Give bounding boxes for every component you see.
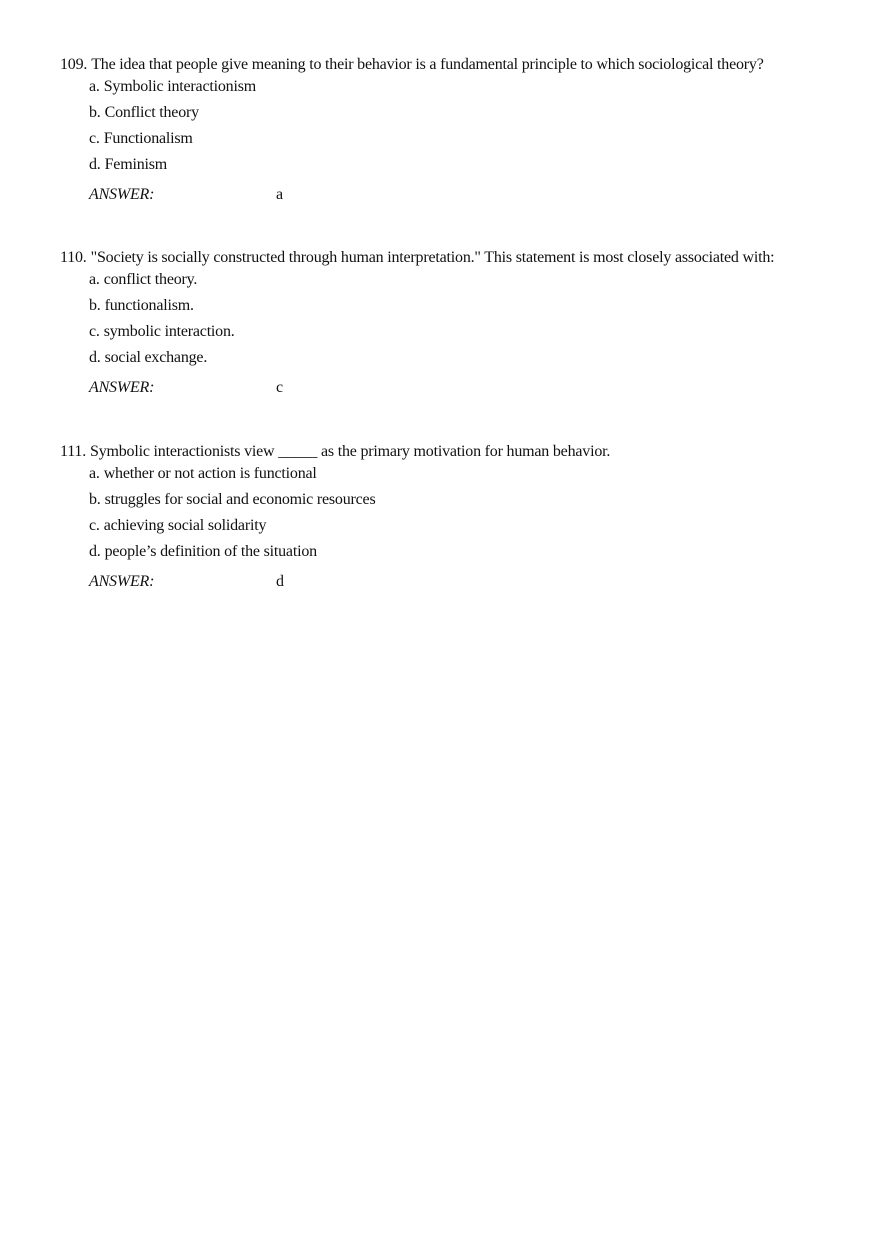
option-a [89, 463, 860, 489]
option-a [89, 269, 860, 295]
option-b [89, 489, 860, 515]
options-list [89, 76, 860, 180]
question-111 [60, 441, 860, 593]
option-b [89, 295, 860, 321]
question-stem [60, 441, 860, 463]
option-letter: c. [89, 517, 100, 534]
question-number: 110. [60, 249, 87, 266]
option-letter: b. [89, 104, 101, 121]
option-text: functionalism. [104, 297, 194, 314]
option-c [89, 128, 860, 154]
answer-value: c [276, 379, 283, 396]
option-text: achieving social solidarity [103, 517, 267, 534]
option-text: conflict theory. [103, 271, 198, 288]
options-list [89, 269, 860, 373]
option-c [89, 321, 860, 347]
question-stem [60, 54, 860, 76]
option-letter: d. [89, 156, 101, 173]
option-letter: b. [89, 297, 101, 314]
question-number: 109. [60, 56, 88, 73]
question-text: The idea that people give meaning to their behavior is a fundamental principle to which sociological theory? [91, 56, 764, 73]
question-text: "Society is socially constructed through human interpretation." This statement is most closely associated with: [90, 249, 775, 266]
option-letter: c. [89, 130, 100, 147]
option-text: people’s definition of the situation [104, 543, 317, 560]
option-text: Symbolic interactionism [103, 78, 256, 95]
question-text: Symbolic interactionists view _____ as the primary motivation for human behavior. [90, 443, 611, 460]
option-text: whether or not action is functional [103, 465, 317, 482]
answer-value: d [276, 573, 284, 590]
question-109 [60, 54, 860, 206]
option-text: Feminism [104, 156, 168, 173]
option-letter: d. [89, 349, 101, 366]
option-letter: c. [89, 323, 100, 340]
answer-row [89, 184, 860, 206]
question-number: 111. [60, 443, 87, 460]
option-b [89, 102, 860, 128]
option-letter: b. [89, 491, 101, 508]
option-letter: a. [89, 465, 100, 482]
answer-label: ANSWER: [89, 573, 155, 590]
option-d [89, 154, 860, 180]
answer-value: a [276, 186, 283, 203]
option-letter: a. [89, 271, 100, 288]
option-text: symbolic interaction. [103, 323, 235, 340]
question-110 [60, 247, 860, 399]
answer-label: ANSWER: [89, 379, 155, 396]
option-letter: d. [89, 543, 101, 560]
option-text: social exchange. [104, 349, 208, 366]
option-d [89, 347, 860, 373]
answer-row [89, 377, 860, 399]
option-a [89, 76, 860, 102]
option-text: struggles for social and economic resources [104, 491, 376, 508]
option-text: Functionalism [103, 130, 193, 147]
option-letter: a. [89, 78, 100, 95]
answer-label: ANSWER: [89, 186, 155, 203]
option-text: Conflict theory [104, 104, 199, 121]
option-c [89, 515, 860, 541]
option-d [89, 541, 860, 567]
question-stem [60, 247, 860, 269]
options-list [89, 463, 860, 567]
answer-row [89, 571, 860, 593]
